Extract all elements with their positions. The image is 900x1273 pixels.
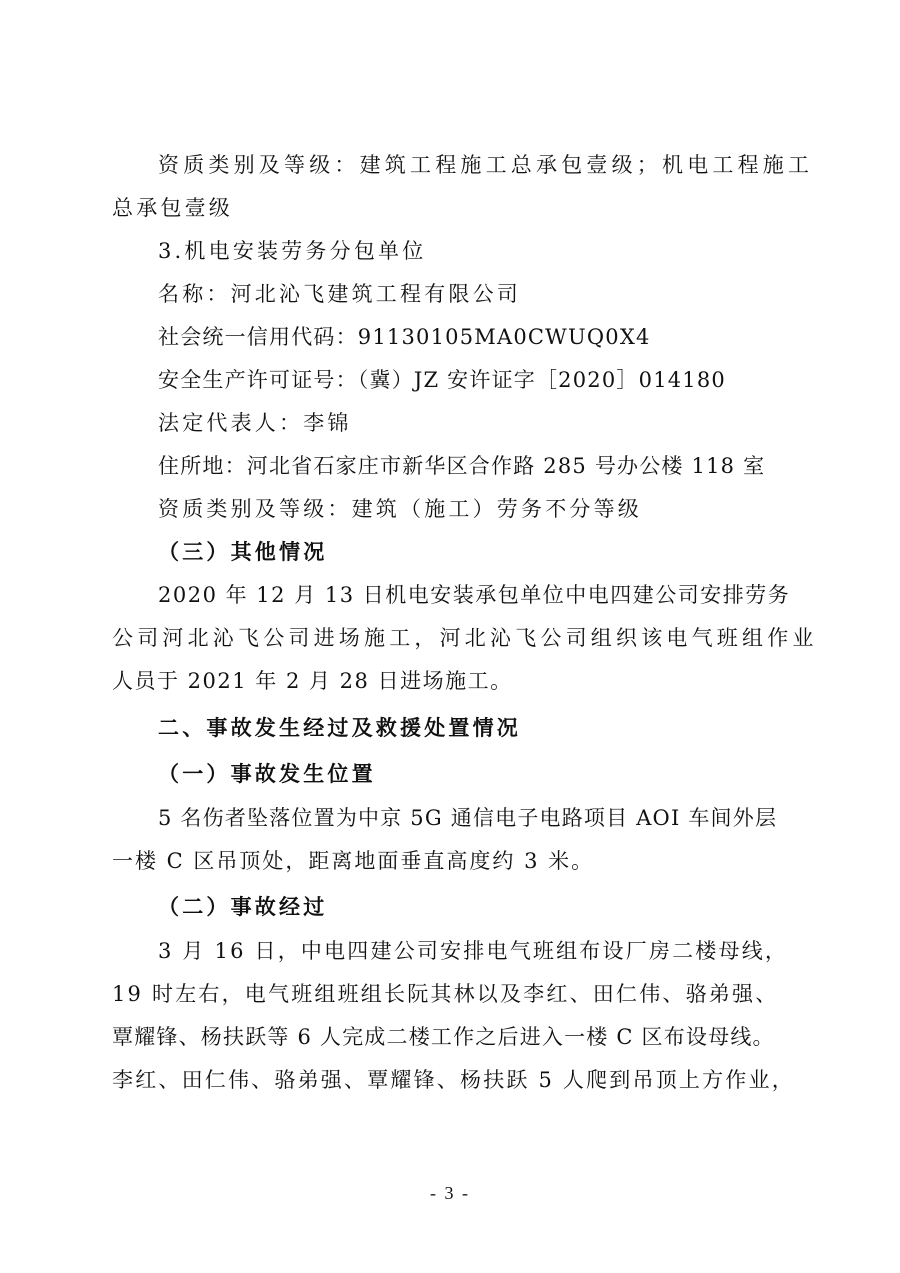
address-line: 住所地：河北省石家庄市新华区合作路 285 号办公楼 118 室 [158,454,766,478]
safety-license-line: 安全生产许可证号：（冀）JZ 安许证字［2020］014180 [158,368,726,392]
legal-representative-line: 法定代表人：李锦 [158,411,352,435]
paragraph-line-entry-3: 人员于 2021 年 2 月 28 日进场施工。 [112,669,513,693]
paragraph-line-process-1: 3 月 16 日，中电四建公司安排电气班组布设厂房二楼母线， [158,939,789,963]
credit-code-line: 社会统一信用代码：91130105MA0CWUQ0X4 [158,325,651,349]
subheading-other-circumstances: （三）其他情况 [158,540,328,564]
section-heading-labor-subcontractor: 3.机电安装劳务分包单位 [158,239,427,263]
paragraph-line-process-3: 覃耀锋、杨扶跃等 6 人完成二楼工作之后进入一楼 C 区布设母线。 [112,1025,775,1049]
section-heading-accident-process: 二、事故发生经过及救援处置情况 [158,716,521,740]
company-name-line: 名称：河北沁飞建筑工程有限公司 [158,282,521,306]
page-number: - 3 - [430,1183,470,1203]
paragraph-line-qualification-1-cont: 总承包壹级 [112,196,233,220]
subheading-accident-location: （一）事故发生位置 [158,762,376,786]
paragraph-line-qualification-2: 资质类别及等级：建筑（施工）劳务不分等级 [158,497,642,521]
paragraph-line-entry-1: 2020 年 12 月 13 日机电安装承包单位中电四建公司安排劳务 [158,583,791,607]
paragraph-line-process-4: 李红、田仁伟、骆弟强、覃耀锋、杨扶跃 5 人爬到吊顶上方作业， [112,1068,795,1092]
paragraph-line-location-2: 一楼 C 区吊顶处，距离地面垂直高度约 3 米。 [112,849,595,873]
paragraph-line-location-1: 5 名伤者坠落位置为中京 5G 通信电子电路项目 AOI 车间外层 [158,806,778,830]
paragraph-line-process-2: 19 时左右，电气班组班组长阮其林以及李红、田仁伟、骆弟强、 [112,982,779,1006]
paragraph-line-entry-2: 公司河北沁飞公司进场施工，河北沁飞公司组织该电气班组作业 [112,626,818,650]
paragraph-line-qualification-1: 资质类别及等级：建筑工程施工总承包壹级；机电工程施工 [158,153,814,177]
subheading-accident-process: （二）事故经过 [158,895,328,919]
